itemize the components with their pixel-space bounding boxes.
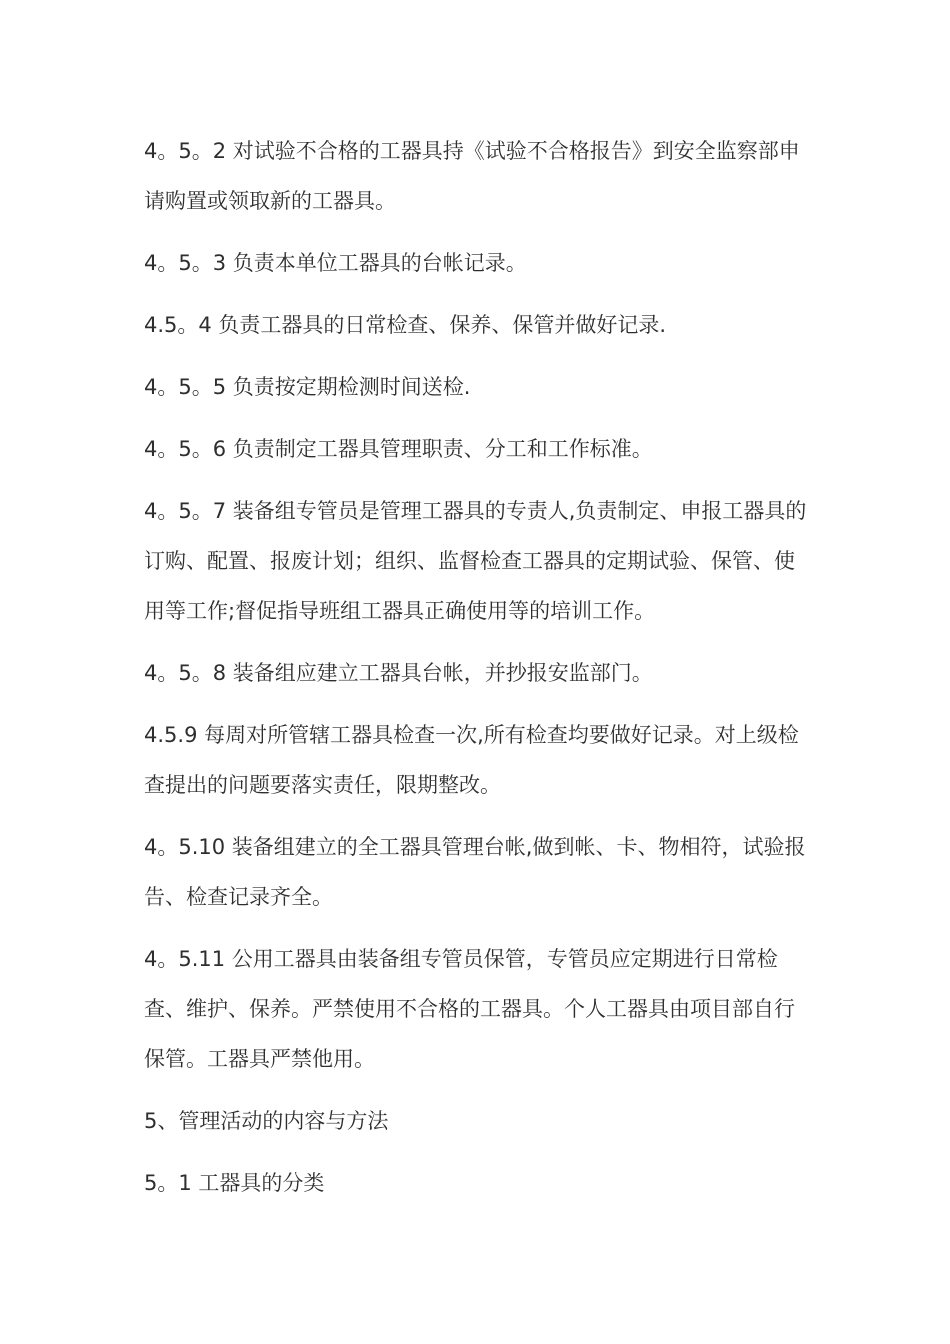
paragraph-4-5-10: 4。5.10 装备组建立的全工器具管理台帐,做到帐、卡、物相符，试验报告、检查记录齐全。	[144, 835, 806, 909]
paragraph-4-5-7: 4。5。7 装备组专管员是管理工器具的专责人,负责制定、申报工器具的订购、配置、报废计划；组织、监督检查工器具的定期试验、保管、使用等工作;督促指导班组工器具正确使用等的培训工作。	[144, 499, 807, 623]
paragraph-4-5-3: 4。5。3 负责本单位工器具的台帐记录。	[144, 251, 527, 275]
paragraph-4-5-4: 4.5。4 负责工器具的日常检查、保养、保管并做好记录.	[144, 313, 667, 337]
paragraph-4-5-5: 4。5。5 负责按定期检测时间送检.	[144, 375, 471, 399]
document-body	[144, 126, 808, 1220]
paragraph-4-5-2: 4。5。2 对试验不合格的工器具持《试验不合格报告》到安全监察部申请购置或领取新的工器具。	[144, 139, 800, 213]
paragraph-4-5-9: 4.5.9 每周对所管辖工器具检查一次,所有检查均要做好记录。对上级检查提出的问题要落实责任，限期整改。	[144, 723, 799, 797]
paragraph-4-5-6: 4。5。6 负责制定工器具管理职责、分工和工作标准。	[144, 437, 653, 461]
section-heading-5-1: 5。1 工器具的分类	[144, 1171, 325, 1195]
paragraph-4-5-8: 4。5。8 装备组应建立工器具台帐，并抄报安监部门。	[144, 661, 653, 685]
paragraph-4-5-11: 4。5.11 公用工器具由装备组专管员保管，专管员应定期进行日常检查、维护、保养。严禁使用不合格的工器具。个人工器具由项目部自行保管。工器具严禁他用。	[144, 947, 795, 1071]
section-heading-5: 5、管理活动的内容与方法	[144, 1109, 389, 1133]
